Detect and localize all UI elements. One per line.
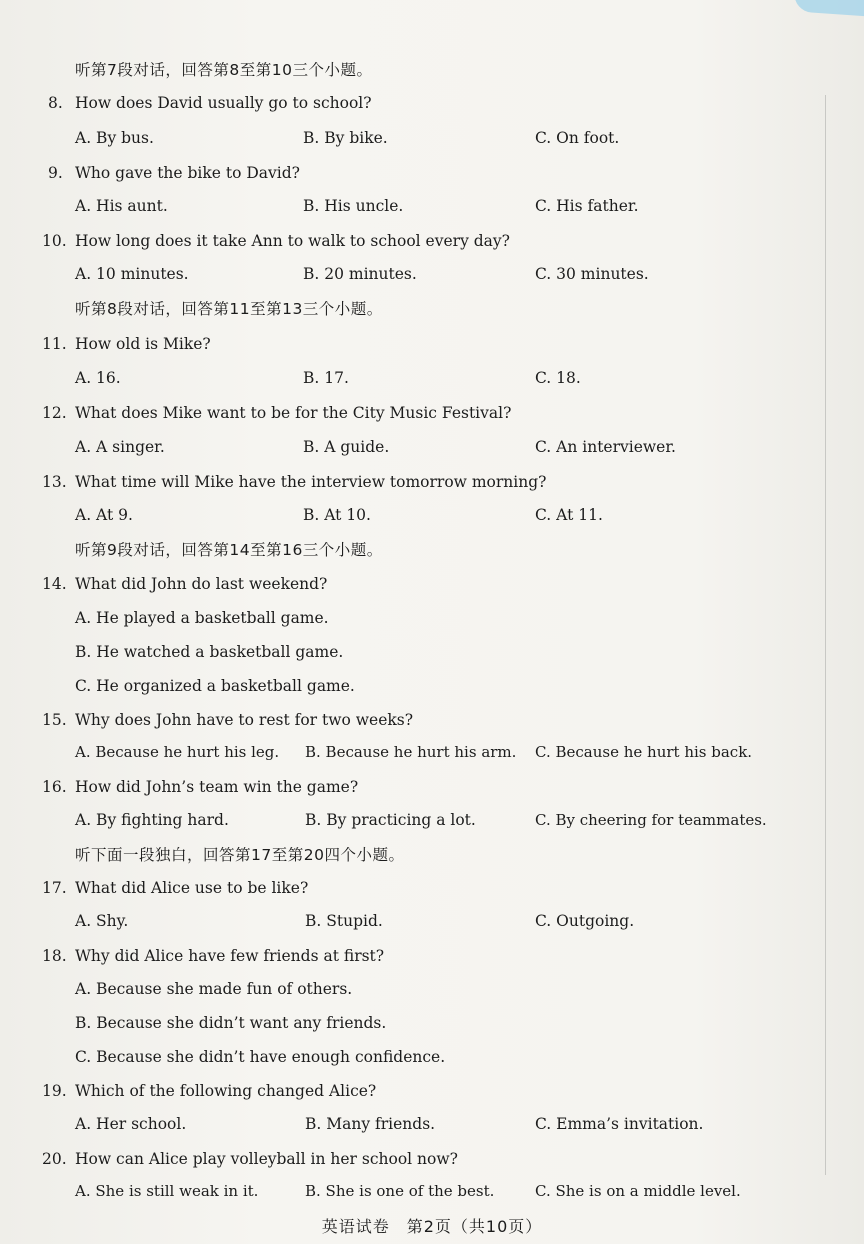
question-text: What did John do last weekend? — [75, 575, 328, 593]
page-edge-line — [825, 95, 826, 1175]
option-c: C. 18. — [535, 369, 581, 387]
question-text: How did John’s team win the game? — [75, 778, 359, 796]
option-c: C. His father. — [535, 197, 639, 215]
option-b: B. A guide. — [303, 438, 390, 456]
section-header: 听第8段对话，回答第11至第13三个小题。 — [75, 300, 383, 318]
option-b: B. Many friends. — [305, 1115, 436, 1133]
option-a: A. Her school. — [75, 1115, 187, 1133]
question-text: Why did Alice have few friends at first? — [75, 947, 385, 965]
option-a: A. A singer. — [75, 438, 165, 456]
question-number: 17. — [42, 879, 67, 897]
option-a: A. His aunt. — [75, 197, 168, 215]
question-number: 16. — [42, 778, 67, 796]
question-text: How can Alice play volleyball in her school now? — [75, 1150, 458, 1168]
question-text: What did Alice use to be like? — [75, 879, 309, 897]
option-b: B. 20 minutes. — [303, 265, 417, 283]
option-a: A. Because she made fun of others. — [75, 980, 353, 998]
option-c: C. 30 minutes. — [535, 265, 649, 283]
section-header: 听第7段对话，回答第8至第10三个小题。 — [75, 61, 373, 79]
question-number: 9. — [48, 164, 63, 182]
option-b: B. His uncle. — [303, 197, 404, 215]
option-a: A. She is still weak in it. — [75, 1182, 259, 1200]
option-a: A. 16. — [75, 369, 121, 387]
question-text: How does David usually go to school? — [75, 94, 372, 112]
question-text: Which of the following changed Alice? — [75, 1082, 377, 1100]
option-a: A. He played a basketball game. — [75, 609, 329, 627]
option-c: C. She is on a middle level. — [535, 1182, 741, 1200]
question-number: 10. — [42, 232, 67, 250]
question-number: 11. — [42, 335, 67, 353]
option-a: A. By fighting hard. — [75, 811, 229, 829]
section-header: 听下面一段独白，回答第17至第20四个小题。 — [75, 846, 405, 864]
option-b: B. Stupid. — [305, 912, 383, 930]
option-c: C. By cheering for teammates. — [535, 811, 767, 829]
option-a: A. At 9. — [75, 506, 133, 524]
option-a: A. By bus. — [75, 129, 154, 147]
option-b: B. By bike. — [303, 129, 388, 147]
option-b: B. At 10. — [303, 506, 371, 524]
page-corner-decoration — [793, 0, 864, 17]
question-number: 20. — [42, 1150, 67, 1168]
option-a: A. Because he hurt his leg. — [75, 743, 280, 761]
option-c: C. On foot. — [535, 129, 620, 147]
option-c: C. An interviewer. — [535, 438, 676, 456]
question-number: 14. — [42, 575, 67, 593]
option-b: B. By practicing a lot. — [305, 811, 476, 829]
option-c: C. At 11. — [535, 506, 603, 524]
question-number: 12. — [42, 404, 67, 422]
option-b: B. 17. — [303, 369, 349, 387]
question-number: 18. — [42, 947, 67, 965]
option-c: C. He organized a basketball game. — [75, 677, 355, 695]
option-c: C. Emma’s invitation. — [535, 1115, 704, 1133]
question-text: What time will Mike have the interview tomorrow morning? — [75, 473, 547, 491]
option-b: B. She is one of the best. — [305, 1182, 495, 1200]
option-c: C. Because he hurt his back. — [535, 743, 753, 761]
question-number: 13. — [42, 473, 67, 491]
page-footer: 英语试卷 第2页（共10页） — [321, 1217, 543, 1236]
question-number: 15. — [42, 711, 67, 729]
question-number: 8. — [48, 94, 63, 112]
question-text: How old is Mike? — [75, 335, 211, 353]
option-b: B. He watched a basketball game. — [75, 643, 344, 661]
question-text: What does Mike want to be for the City Music Festival? — [75, 404, 512, 422]
option-c: C. Because she didn’t have enough confidence. — [75, 1048, 446, 1066]
question-text: Why does John have to rest for two weeks? — [75, 711, 414, 729]
option-c: C. Outgoing. — [535, 912, 635, 930]
option-b: B. Because she didn’t want any friends. — [75, 1014, 387, 1032]
question-text: Who gave the bike to David? — [75, 164, 300, 182]
option-b: B. Because he hurt his arm. — [305, 743, 517, 761]
option-a: A. Shy. — [75, 912, 129, 930]
question-text: How long does it take Ann to walk to school every day? — [75, 232, 510, 250]
question-number: 19. — [42, 1082, 67, 1100]
section-header: 听第9段对话，回答第14至第16三个小题。 — [75, 541, 383, 559]
option-a: A. 10 minutes. — [75, 265, 189, 283]
